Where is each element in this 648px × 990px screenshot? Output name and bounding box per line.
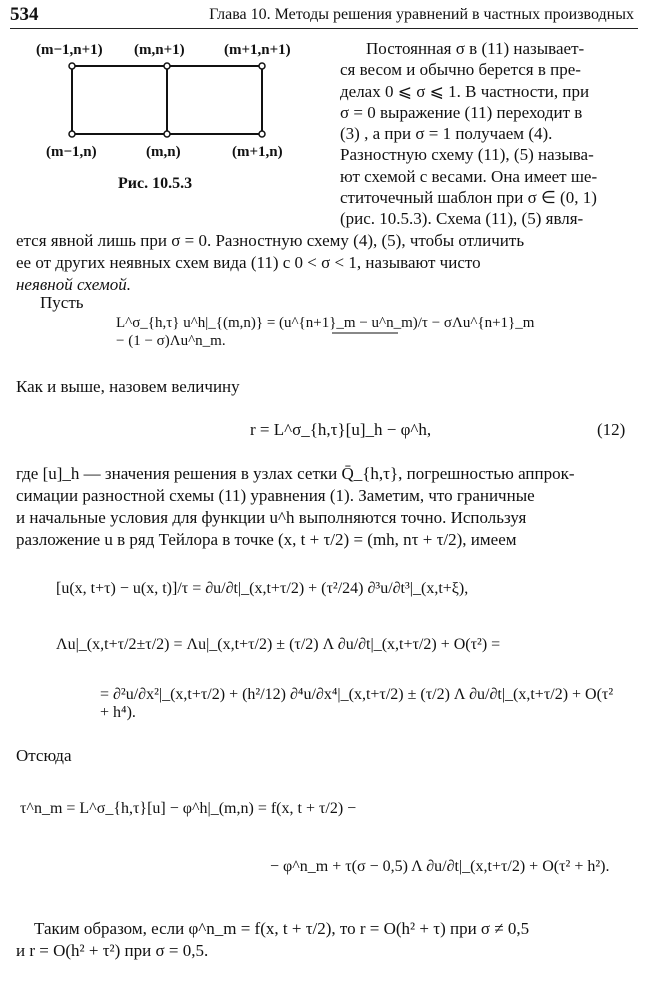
node [259, 63, 265, 69]
text-line: Постоянная σ в (11) называет- [366, 39, 585, 58]
text-line: ют схемой с весами. Она имеет ше- [340, 166, 598, 186]
text-line: ститочечный шаблон при σ ∈ (0, 1) [340, 188, 597, 208]
text-line: σ = 0 выражение (11) переходит в [340, 102, 583, 122]
node [164, 63, 170, 69]
text-line: ее от других неявных схем вида (11) с 0 < σ < 1, называют чисто [16, 253, 481, 272]
equation-taylor-3: = ∂²u/∂x²|_(x,t+τ/2) + (h²/12) ∂⁴u/∂x⁴|_(x,t+τ/2) ± (τ/2) Λ ∂u/∂t|_(x,t+τ/2) + O(τ² + h⁴). [100, 686, 614, 721]
node [69, 63, 75, 69]
chapter-title: Глава 10. Методы решения уравнений в частных производных [209, 6, 634, 23]
text-kak-vyshe: Как и выше, назовем величину [16, 377, 240, 396]
equation-12: r = L^σ_{h,τ}[u]_h − φ^h, [250, 420, 432, 439]
text-line: разложение u в ряд Тейлора в точке (x, t + τ/2) = (mh, nτ + τ/2), имеем [16, 530, 517, 549]
header-rule [10, 28, 638, 29]
node [69, 131, 75, 137]
text-line: ется явной лишь при σ = 0. Разностную схему (4), (5), чтобы отличить [16, 231, 525, 250]
node [164, 131, 170, 137]
text-line: Разностную схему (11), (5) называ- [340, 145, 594, 165]
text-line: и начальные условия для функции u^h выполняются точно. Используя [16, 508, 527, 527]
node-label: (m−1,n+1) [36, 42, 103, 58]
stencil-grid [20, 58, 320, 188]
conclusion-paragraph [16, 918, 631, 962]
node-label: (m,n+1) [134, 42, 185, 58]
node-label: (m+1,n+1) [224, 42, 291, 58]
equation-tau-2: − φ^n_m + τ(σ − 0,5) Λ ∂u/∂t|_(x,t+τ/2) + O(τ² + h²). [270, 858, 610, 875]
text-otsyuda: Отсюда [16, 746, 72, 765]
node [259, 131, 265, 137]
page-number: 534 [10, 4, 39, 25]
equation-text: L^σ_{h,τ} u^h|_{(m,n)} = (u^{n+1}_m − u^n_m)/τ − σΛu^{n+1}_m − (1 − σ)Λu^n_m. [116, 315, 535, 349]
text-line: где [u]_h — значения решения в узлах сетки Q̄_{h,τ}, погрешностью аппрок- [16, 464, 575, 483]
text-pust: Пусть [40, 293, 84, 312]
text-line: неявной схемой. [16, 275, 132, 294]
side-paragraph [340, 38, 632, 230]
text-line: делах 0 ⩽ σ ⩽ 1. В частности, при [340, 81, 590, 101]
paragraph-continuation [16, 230, 631, 296]
equation-number: (12) [597, 420, 626, 439]
figure-stencil [20, 36, 320, 196]
node-label: (m,n) [146, 144, 181, 160]
equation-tau-1: τ^n_m = L^σ_{h,τ}[u] − φ^h|_(m,n) = f(x, t + τ/2) − [20, 800, 357, 817]
equation-taylor-1: [u(x, t+τ) − u(x, t)]/τ = ∂u/∂t|_(x,t+τ/2) + (τ²/24) ∂³u/∂t³|_(x,t+ξ), [56, 580, 469, 597]
node-label: (m+1,n) [232, 144, 283, 160]
node-label: (m−1,n) [46, 144, 97, 160]
equation-taylor-2: Λu|_(x,t+τ/2±τ/2) = Λu|_(x,t+τ/2) ± (τ/2) Λ ∂u/∂t|_(x,t+τ/2) + O(τ²) = [56, 636, 501, 653]
paragraph-2 [16, 463, 631, 551]
text-line: ся весом и обычно берется в пре- [340, 60, 581, 80]
text-line: симации разностной схемы (11) уравнения (1). Заметим, что граничные [16, 486, 535, 505]
text-line: (3) , а при σ = 1 получаем (4). [340, 124, 553, 144]
text-line: Таким образом, если φ^n_m = f(x, t + τ/2), то r = O(h² + τ) при σ ≠ 0,5 [34, 919, 530, 938]
figure-caption: Рис. 10.5.3 [118, 175, 193, 192]
text-line: (рис. 10.5.3). Схема (11), (5) явля- [340, 209, 584, 229]
text-line: и r = O(h² + τ²) при σ = 0,5. [16, 941, 209, 960]
